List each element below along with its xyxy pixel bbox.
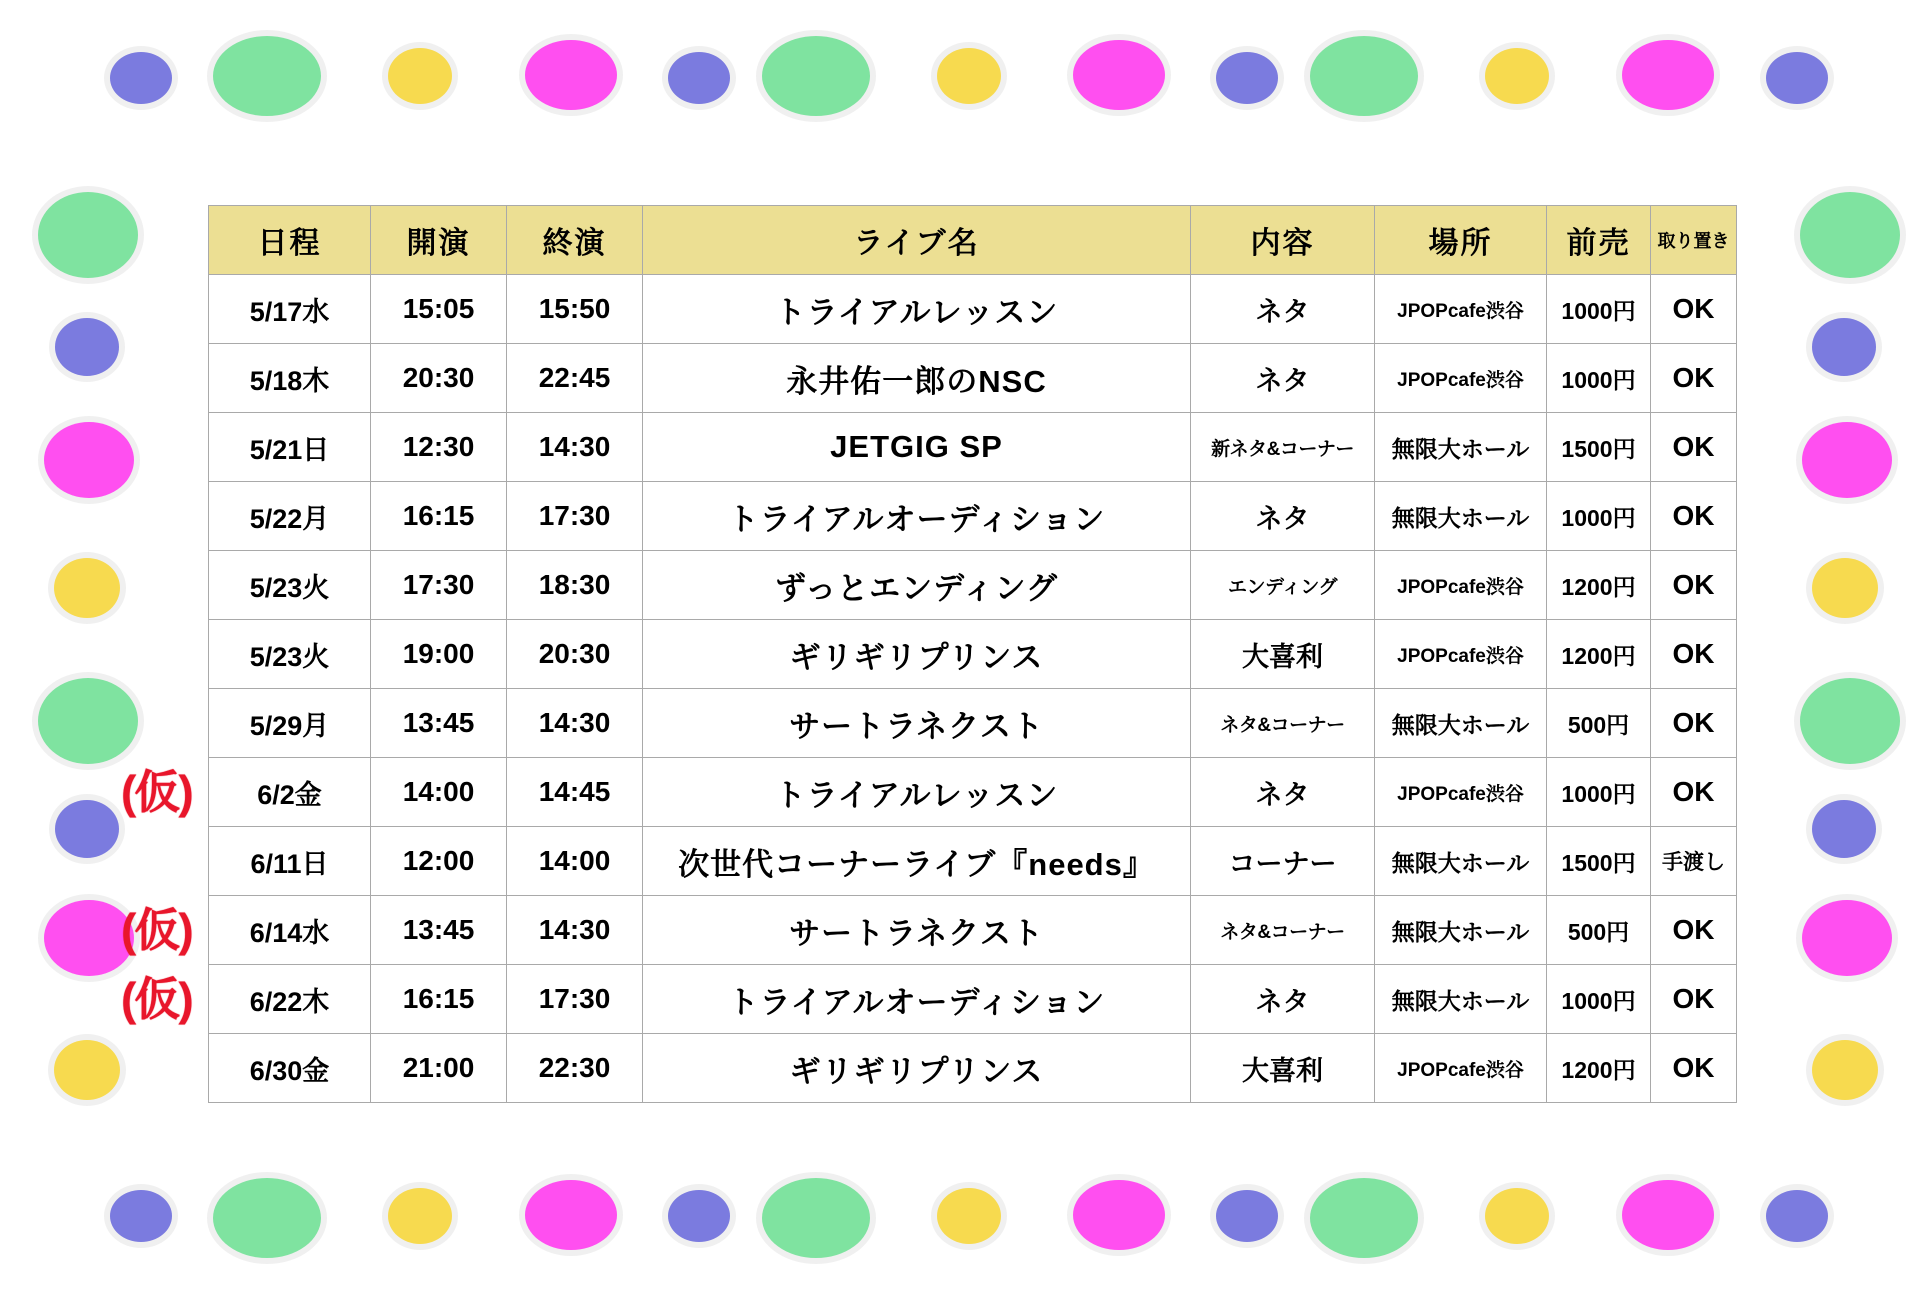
column-header-place: 場所	[1375, 206, 1547, 275]
decorative-dot	[1800, 678, 1900, 764]
decorative-dot	[1485, 1188, 1549, 1244]
decorative-dot	[1802, 900, 1892, 976]
decorative-dot	[1216, 1190, 1278, 1242]
date-text: 5/22月	[249, 503, 330, 534]
cell-date	[209, 1034, 371, 1103]
cell-start-time: 16:15	[371, 482, 507, 551]
decorative-dot	[1766, 1190, 1828, 1242]
decorative-dot	[762, 36, 870, 116]
cell-live-name: トライアルオーディション	[643, 965, 1191, 1034]
cell-content-type: 大喜利	[1191, 620, 1375, 689]
cell-reservation: OK	[1651, 620, 1737, 689]
cell-advance-price: 1000円	[1547, 482, 1651, 551]
cell-venue: JPOPcafe渋谷	[1375, 275, 1547, 344]
cell-end-time: 18:30	[507, 551, 643, 620]
table-row	[209, 551, 1737, 620]
cell-advance-price: 1200円	[1547, 620, 1651, 689]
cell-reservation: OK	[1651, 344, 1737, 413]
cell-content-type: ネタ	[1191, 275, 1375, 344]
cell-reservation: OK	[1651, 1034, 1737, 1103]
table-body	[121, 275, 1737, 1103]
decorative-dot	[525, 1180, 617, 1250]
cell-advance-price: 1500円	[1547, 827, 1651, 896]
cell-live-name: ギリギリプリンス	[643, 620, 1191, 689]
column-header-name: ライブ名	[643, 206, 1191, 275]
decorative-dot	[937, 48, 1001, 104]
cell-venue: JPOPcafe渋谷	[1375, 1034, 1547, 1103]
cell-venue: 無限大ホール	[1375, 482, 1547, 551]
cell-content-type: ネタ&コーナー	[1191, 896, 1375, 965]
cell-start-time: 15:05	[371, 275, 507, 344]
cell-end-time: 14:30	[507, 689, 643, 758]
cell-start-time: 21:00	[371, 1034, 507, 1103]
column-header-type: 内容	[1191, 206, 1375, 275]
cell-content-type: 大喜利	[1191, 1034, 1375, 1103]
decorative-dot	[54, 558, 120, 618]
decorative-dot	[1073, 40, 1165, 110]
decorative-dot	[1073, 1180, 1165, 1250]
decorative-dot	[525, 40, 617, 110]
cell-live-name: トライアルレッスン	[643, 758, 1191, 827]
column-header-end: 終演	[507, 206, 643, 275]
table-row	[209, 344, 1737, 413]
decorative-dot	[213, 1178, 321, 1258]
provisional-stamp: (仮)	[121, 766, 192, 818]
cell-end-time: 17:30	[507, 482, 643, 551]
cell-venue: JPOPcafe渋谷	[1375, 551, 1547, 620]
cell-live-name: 次世代コーナーライブ『needs』	[643, 827, 1191, 896]
decorative-dot	[1812, 558, 1878, 618]
provisional-stamp: (仮)	[121, 904, 192, 956]
decorative-dot	[55, 318, 119, 376]
cell-content-type: ネタ&コーナー	[1191, 689, 1375, 758]
decorative-dot	[1812, 318, 1876, 376]
cell-venue: JPOPcafe渋谷	[1375, 758, 1547, 827]
decorative-dot	[1310, 36, 1418, 116]
cell-start-time: 16:15	[371, 965, 507, 1034]
cell-date	[121, 758, 371, 827]
cell-live-name: 永井佑一郎のNSC	[643, 344, 1191, 413]
decorative-dot	[1216, 52, 1278, 104]
cell-start-time: 12:00	[371, 827, 507, 896]
cell-date	[121, 896, 371, 965]
cell-reservation: OK	[1651, 896, 1737, 965]
date-text: 5/23火	[249, 572, 330, 603]
cell-end-time: 14:30	[507, 896, 643, 965]
cell-advance-price: 500円	[1547, 689, 1651, 758]
cell-reservation: OK	[1651, 482, 1737, 551]
decorative-dot	[1812, 800, 1876, 858]
column-header-start: 開演	[371, 206, 507, 275]
decorative-dot	[44, 422, 134, 498]
decorative-dot	[1485, 48, 1549, 104]
table-header	[209, 206, 1737, 275]
cell-live-name: ずっとエンディング	[643, 551, 1191, 620]
cell-end-time: 15:50	[507, 275, 643, 344]
table-row	[209, 1034, 1737, 1103]
date-text: 5/21日	[249, 434, 330, 465]
cell-start-time: 19:00	[371, 620, 507, 689]
column-header-date: 日程	[209, 206, 371, 275]
provisional-stamp: (仮)	[121, 973, 192, 1025]
column-header-price: 前売	[1547, 206, 1651, 275]
schedule-table	[121, 205, 1737, 1103]
decorative-dot	[1766, 52, 1828, 104]
decorative-dot	[388, 48, 452, 104]
cell-date	[209, 551, 371, 620]
cell-live-name: サートラネクスト	[643, 896, 1191, 965]
decorative-dot	[937, 1188, 1001, 1244]
table-row	[209, 965, 1737, 1034]
cell-start-time: 12:30	[371, 413, 507, 482]
decorative-dot	[38, 678, 138, 764]
cell-date	[209, 413, 371, 482]
schedule-table-wrapper	[121, 205, 1736, 1103]
decorative-dot	[668, 1190, 730, 1242]
cell-start-time: 13:45	[371, 896, 507, 965]
cell-content-type: コーナー	[1191, 827, 1375, 896]
cell-venue: 無限大ホール	[1375, 965, 1547, 1034]
cell-end-time: 17:30	[507, 965, 643, 1034]
cell-end-time: 14:30	[507, 413, 643, 482]
decorative-dot	[1802, 422, 1892, 498]
cell-venue: JPOPcafe渋谷	[1375, 620, 1547, 689]
cell-venue: 無限大ホール	[1375, 827, 1547, 896]
cell-venue: 無限大ホール	[1375, 689, 1547, 758]
decorative-dot	[1622, 40, 1714, 110]
cell-date	[209, 620, 371, 689]
cell-advance-price: 1500円	[1547, 413, 1651, 482]
cell-advance-price: 1200円	[1547, 551, 1651, 620]
cell-date	[209, 827, 371, 896]
date-text: 6/14水	[249, 917, 330, 948]
cell-live-name: サートラネクスト	[643, 689, 1191, 758]
decorative-dot	[388, 1188, 452, 1244]
cell-end-time: 14:45	[507, 758, 643, 827]
decorative-dot	[668, 52, 730, 104]
table-row	[209, 896, 1737, 965]
cell-start-time: 14:00	[371, 758, 507, 827]
decorative-dot	[38, 192, 138, 278]
decorative-dot	[54, 1040, 120, 1100]
cell-reservation: OK	[1651, 689, 1737, 758]
decorative-dot	[110, 52, 172, 104]
cell-reservation: OK	[1651, 965, 1737, 1034]
table-row	[209, 275, 1737, 344]
cell-advance-price: 500円	[1547, 896, 1651, 965]
cell-venue: 無限大ホール	[1375, 413, 1547, 482]
cell-content-type: 新ネタ&コーナー	[1191, 413, 1375, 482]
table-row	[209, 689, 1737, 758]
cell-content-type: ネタ	[1191, 344, 1375, 413]
table-row	[209, 482, 1737, 551]
cell-live-name: トライアルレッスン	[643, 275, 1191, 344]
cell-advance-price: 1000円	[1547, 965, 1651, 1034]
cell-live-name: ギリギリプリンス	[643, 1034, 1191, 1103]
cell-reservation: OK	[1651, 551, 1737, 620]
header-row	[209, 206, 1737, 275]
cell-end-time: 22:30	[507, 1034, 643, 1103]
cell-advance-price: 1000円	[1547, 275, 1651, 344]
decorative-dot	[44, 900, 134, 976]
cell-reservation: 手渡し	[1651, 827, 1737, 896]
cell-reservation: OK	[1651, 413, 1737, 482]
table-row	[209, 758, 1737, 827]
cell-date	[209, 689, 371, 758]
cell-content-type: ネタ	[1191, 758, 1375, 827]
decorative-dot	[1800, 192, 1900, 278]
cell-advance-price: 1000円	[1547, 344, 1651, 413]
date-text: 6/11日	[250, 848, 329, 879]
date-text: 5/17水	[249, 296, 330, 327]
cell-live-name: トライアルオーディション	[643, 482, 1191, 551]
date-text: 6/2金	[257, 779, 322, 810]
cell-reservation: OK	[1651, 758, 1737, 827]
cell-start-time: 13:45	[371, 689, 507, 758]
cell-content-type: ネタ	[1191, 482, 1375, 551]
date-text: 5/29月	[249, 710, 330, 741]
cell-content-type: ネタ	[1191, 965, 1375, 1034]
decorative-dot	[1622, 1180, 1714, 1250]
decorative-dot	[1310, 1178, 1418, 1258]
cell-live-name: JETGIG SP	[643, 413, 1191, 482]
cell-advance-price: 1200円	[1547, 1034, 1651, 1103]
table-row	[209, 620, 1737, 689]
cell-end-time: 22:45	[507, 344, 643, 413]
cell-end-time: 20:30	[507, 620, 643, 689]
cell-start-time: 17:30	[371, 551, 507, 620]
decorative-dot	[110, 1190, 172, 1242]
cell-advance-price: 1000円	[1547, 758, 1651, 827]
decorative-dot	[55, 800, 119, 858]
cell-end-time: 14:00	[507, 827, 643, 896]
decorative-dot	[1812, 1040, 1878, 1100]
table-row	[209, 413, 1737, 482]
decorative-dot	[762, 1178, 870, 1258]
column-header-hold: 取り置き	[1651, 206, 1737, 275]
cell-date	[209, 482, 371, 551]
cell-date	[209, 275, 371, 344]
date-text: 6/22木	[249, 986, 330, 1017]
cell-date	[209, 344, 371, 413]
cell-venue: JPOPcafe渋谷	[1375, 344, 1547, 413]
date-text: 5/23火	[249, 641, 330, 672]
date-text: 6/30金	[249, 1055, 330, 1086]
cell-content-type: エンディング	[1191, 551, 1375, 620]
cell-start-time: 20:30	[371, 344, 507, 413]
cell-venue: 無限大ホール	[1375, 896, 1547, 965]
date-text: 5/18木	[249, 365, 330, 396]
cell-reservation: OK	[1651, 275, 1737, 344]
decorative-dot	[213, 36, 321, 116]
cell-date	[121, 965, 371, 1034]
table-row	[209, 827, 1737, 896]
